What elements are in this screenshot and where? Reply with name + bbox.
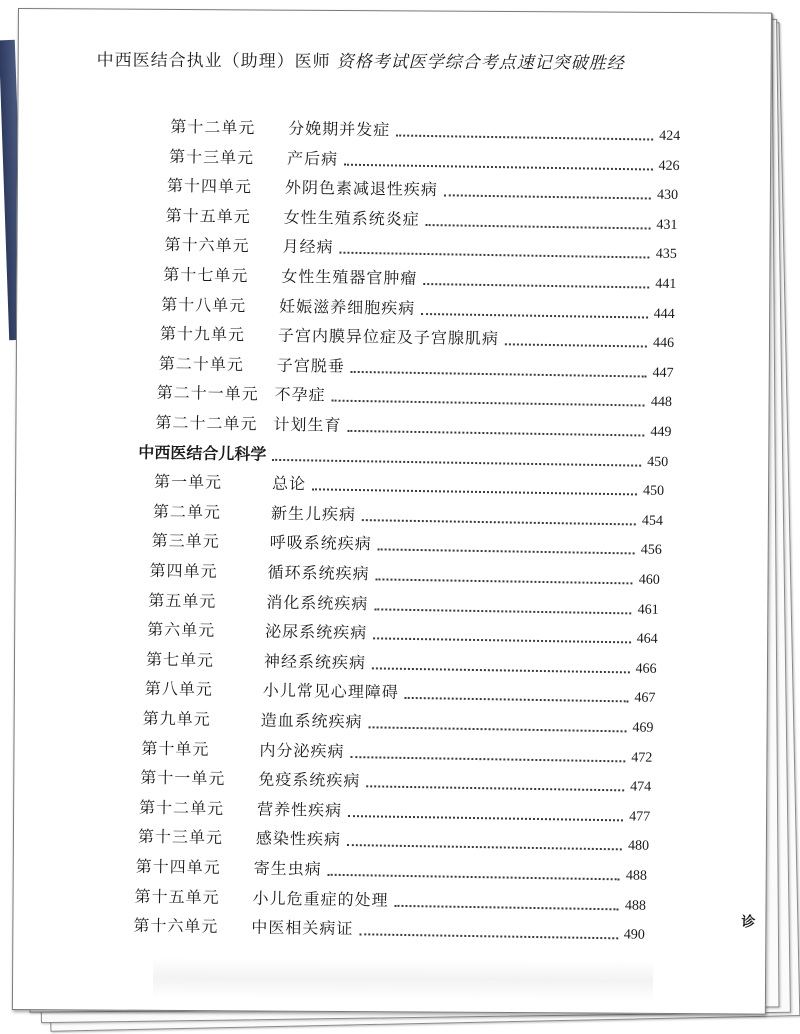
header-title: 中西医结合执业（助理）医师 bbox=[96, 50, 331, 72]
toc-page-number: 444 bbox=[653, 306, 676, 322]
toc-entry bbox=[167, 173, 679, 207]
toc-page-number: 466 bbox=[635, 661, 657, 677]
toc-unit-label: 第三单元 bbox=[151, 531, 220, 552]
toc-entry bbox=[148, 587, 659, 621]
toc-page-number: 435 bbox=[655, 247, 677, 263]
toc-page-number: 474 bbox=[630, 779, 652, 795]
toc-entry bbox=[140, 765, 651, 799]
dot-leader bbox=[373, 636, 630, 643]
dot-leader bbox=[312, 487, 637, 495]
dot-leader bbox=[444, 193, 651, 199]
dot-leader bbox=[426, 222, 651, 229]
toc-page-number: 480 bbox=[627, 838, 649, 855]
toc-page-number: 467 bbox=[633, 690, 656, 707]
toc-unit-label: 第九单元 bbox=[142, 708, 212, 729]
dot-leader bbox=[376, 577, 633, 584]
toc-entry-title: 感染性疾病 bbox=[255, 828, 341, 850]
toc-unit-label: 第二十二单元 bbox=[155, 412, 258, 434]
toc-entry bbox=[170, 114, 680, 148]
toc-unit-label: 第五单元 bbox=[148, 590, 217, 611]
dot-leader bbox=[272, 457, 641, 466]
toc-page-number: 447 bbox=[652, 365, 674, 381]
toc-entry bbox=[151, 528, 662, 562]
toc-unit-label: 第六单元 bbox=[147, 619, 216, 641]
toc-entry-title: 不孕症 bbox=[274, 385, 327, 405]
dot-leader bbox=[404, 696, 628, 703]
toc-unit-label: 第十单元 bbox=[141, 738, 210, 759]
toc-entry-title: 造血系统疾病 bbox=[260, 710, 364, 732]
dot-leader bbox=[366, 784, 624, 791]
toc-entry bbox=[166, 203, 678, 237]
toc-entry-title: 月经病 bbox=[282, 237, 334, 257]
toc-entry-title: 小儿常见心理障碍 bbox=[262, 681, 399, 703]
dot-leader bbox=[339, 251, 649, 259]
toc-page-number: 431 bbox=[656, 217, 678, 233]
toc-entry-title: 中医相关病证 bbox=[251, 917, 354, 939]
toc-unit-label: 第四单元 bbox=[149, 560, 219, 581]
toc-entry-title: 外阴色素减退性疾病 bbox=[285, 177, 439, 200]
toc-entry-title: 计划生育 bbox=[273, 414, 342, 435]
dot-leader bbox=[423, 281, 649, 288]
toc-entry-title: 产后病 bbox=[286, 148, 338, 169]
toc-page-number: 454 bbox=[641, 513, 663, 529]
toc-entry-title: 子宫内膜异位症及子宫腺肌病 bbox=[277, 325, 500, 349]
toc-page-number: 490 bbox=[623, 927, 645, 943]
dot-leader bbox=[350, 369, 646, 377]
toc-unit-label: 第八单元 bbox=[144, 679, 213, 700]
toc-entry bbox=[160, 321, 675, 355]
toc-page-number: 448 bbox=[651, 395, 673, 411]
header-subtitle: 资格考试医学综合考点速记突破胜经 bbox=[336, 51, 625, 74]
toc-entry-title: 营养性疾病 bbox=[256, 799, 343, 820]
toc-entry bbox=[164, 232, 677, 266]
dot-leader bbox=[359, 932, 617, 939]
dot-leader bbox=[346, 843, 621, 850]
toc-unit-label: 第十二单元 bbox=[170, 116, 256, 138]
toc-entry bbox=[137, 824, 649, 858]
toc-unit-label: 第十六单元 bbox=[133, 915, 219, 937]
toc-entry-title: 女性生殖系统炎症 bbox=[283, 207, 420, 229]
toc-page-number: 441 bbox=[654, 276, 676, 292]
dot-leader bbox=[505, 342, 647, 347]
margin-character: 诊 bbox=[741, 914, 756, 931]
toc-unit-label: 第十五单元 bbox=[134, 886, 220, 907]
toc-page-number: 472 bbox=[631, 750, 653, 766]
toc-unit-label: 第十七单元 bbox=[162, 264, 249, 286]
toc-entry bbox=[136, 854, 648, 888]
toc-page-number: 464 bbox=[636, 631, 658, 648]
toc-unit-label: 第十四单元 bbox=[136, 856, 222, 878]
bottom-blur bbox=[153, 958, 653, 1001]
toc-entry-title: 消化系统疾病 bbox=[266, 592, 369, 613]
toc-entry bbox=[144, 676, 655, 710]
toc-unit-label: 第十九单元 bbox=[159, 324, 246, 345]
toc-page-number: 469 bbox=[632, 720, 654, 736]
toc-page-number: 450 bbox=[642, 483, 665, 500]
toc-entry bbox=[139, 795, 650, 829]
toc-entry-title: 妊娠滋养细胞疾病 bbox=[279, 296, 416, 318]
dot-leader bbox=[377, 547, 634, 554]
toc-entry-title: 泌尿系统疾病 bbox=[265, 621, 368, 643]
dot-leader bbox=[362, 517, 636, 524]
toc-entry bbox=[169, 144, 680, 178]
toc-unit-label: 第十四单元 bbox=[167, 176, 253, 197]
toc-page-number: 449 bbox=[650, 424, 672, 440]
toc-unit-label: 第二十单元 bbox=[158, 353, 244, 374]
toc-entry bbox=[153, 499, 663, 533]
toc-page bbox=[12, 8, 772, 1015]
toc-entry-title: 总论 bbox=[271, 473, 307, 494]
dot-leader bbox=[348, 813, 623, 820]
toc-unit-label: 第十二单元 bbox=[138, 797, 225, 818]
toc-unit-label: 第一单元 bbox=[153, 472, 223, 493]
toc-entry bbox=[143, 706, 654, 740]
toc-unit-label: 第十八单元 bbox=[161, 294, 247, 315]
toc-unit-label: 第十六单元 bbox=[164, 235, 250, 256]
dot-leader bbox=[328, 872, 620, 880]
toc-page-number: 477 bbox=[628, 809, 651, 825]
toc-unit-label: 第十三单元 bbox=[168, 146, 254, 167]
toc-page-number: 426 bbox=[658, 158, 680, 174]
dot-leader bbox=[372, 666, 630, 673]
toc-entry bbox=[133, 913, 645, 947]
dot-leader bbox=[369, 725, 627, 732]
toc-entry-title: 女性生殖器官肿瘤 bbox=[280, 266, 418, 288]
toc-entry bbox=[135, 883, 647, 917]
toc-entry bbox=[158, 351, 673, 385]
toc-unit-label: 第十一单元 bbox=[140, 767, 226, 789]
dot-leader bbox=[351, 754, 626, 761]
section-page-number: 450 bbox=[647, 454, 669, 470]
toc-entry-title: 寄生虫病 bbox=[253, 858, 323, 879]
toc-page-number: 424 bbox=[659, 128, 681, 144]
toc-entry-title: 免疫系统疾病 bbox=[258, 769, 361, 791]
toc-entry bbox=[161, 291, 675, 325]
toc-entry-title: 内分泌疾病 bbox=[259, 740, 345, 761]
dot-leader bbox=[421, 311, 648, 318]
dot-leader bbox=[374, 606, 631, 613]
dot-leader bbox=[347, 428, 644, 436]
toc-entry-title: 呼吸系统疾病 bbox=[269, 533, 372, 554]
toc-unit-label: 第十五单元 bbox=[165, 205, 251, 227]
toc-unit-label: 第二单元 bbox=[152, 501, 221, 522]
toc-entry-title: 分娩期并发症 bbox=[288, 118, 391, 140]
toc-entry-title: 神经系统疾病 bbox=[263, 651, 366, 673]
toc-entry bbox=[147, 617, 658, 651]
toc-unit-label: 第七单元 bbox=[145, 649, 214, 670]
running-header bbox=[97, 45, 717, 74]
section-heading bbox=[138, 439, 668, 473]
toc-entry bbox=[157, 380, 673, 414]
toc-page-number: 461 bbox=[637, 602, 659, 618]
toc-page-number: 460 bbox=[639, 572, 661, 588]
toc-entry-title: 子宫脱垂 bbox=[276, 355, 345, 376]
toc-page-number: 488 bbox=[624, 898, 647, 914]
toc-page-number: 456 bbox=[640, 542, 662, 559]
dot-leader bbox=[396, 133, 653, 140]
toc-page-number: 446 bbox=[652, 335, 675, 352]
toc-unit-label: 第十三单元 bbox=[137, 827, 223, 848]
toc-entry bbox=[155, 410, 671, 444]
toc-page-number: 430 bbox=[657, 187, 679, 204]
toc-entry-title: 小儿危重症的处理 bbox=[252, 888, 389, 910]
toc-entry bbox=[141, 735, 652, 769]
dot-leader bbox=[395, 903, 619, 910]
toc-entry-title: 新生儿疾病 bbox=[270, 503, 356, 524]
toc-page-number: 488 bbox=[626, 868, 648, 884]
toc-entry bbox=[154, 469, 664, 503]
toc-entry bbox=[150, 558, 661, 592]
dot-leader bbox=[344, 162, 653, 170]
toc-entry-title: 循环系统疾病 bbox=[267, 562, 371, 584]
section-title: 中西医结合儿科学 bbox=[138, 442, 267, 464]
toc-unit-label: 第二十一单元 bbox=[156, 383, 260, 404]
toc-entry bbox=[163, 262, 676, 296]
dot-leader bbox=[332, 398, 645, 406]
toc-entry bbox=[146, 647, 657, 681]
